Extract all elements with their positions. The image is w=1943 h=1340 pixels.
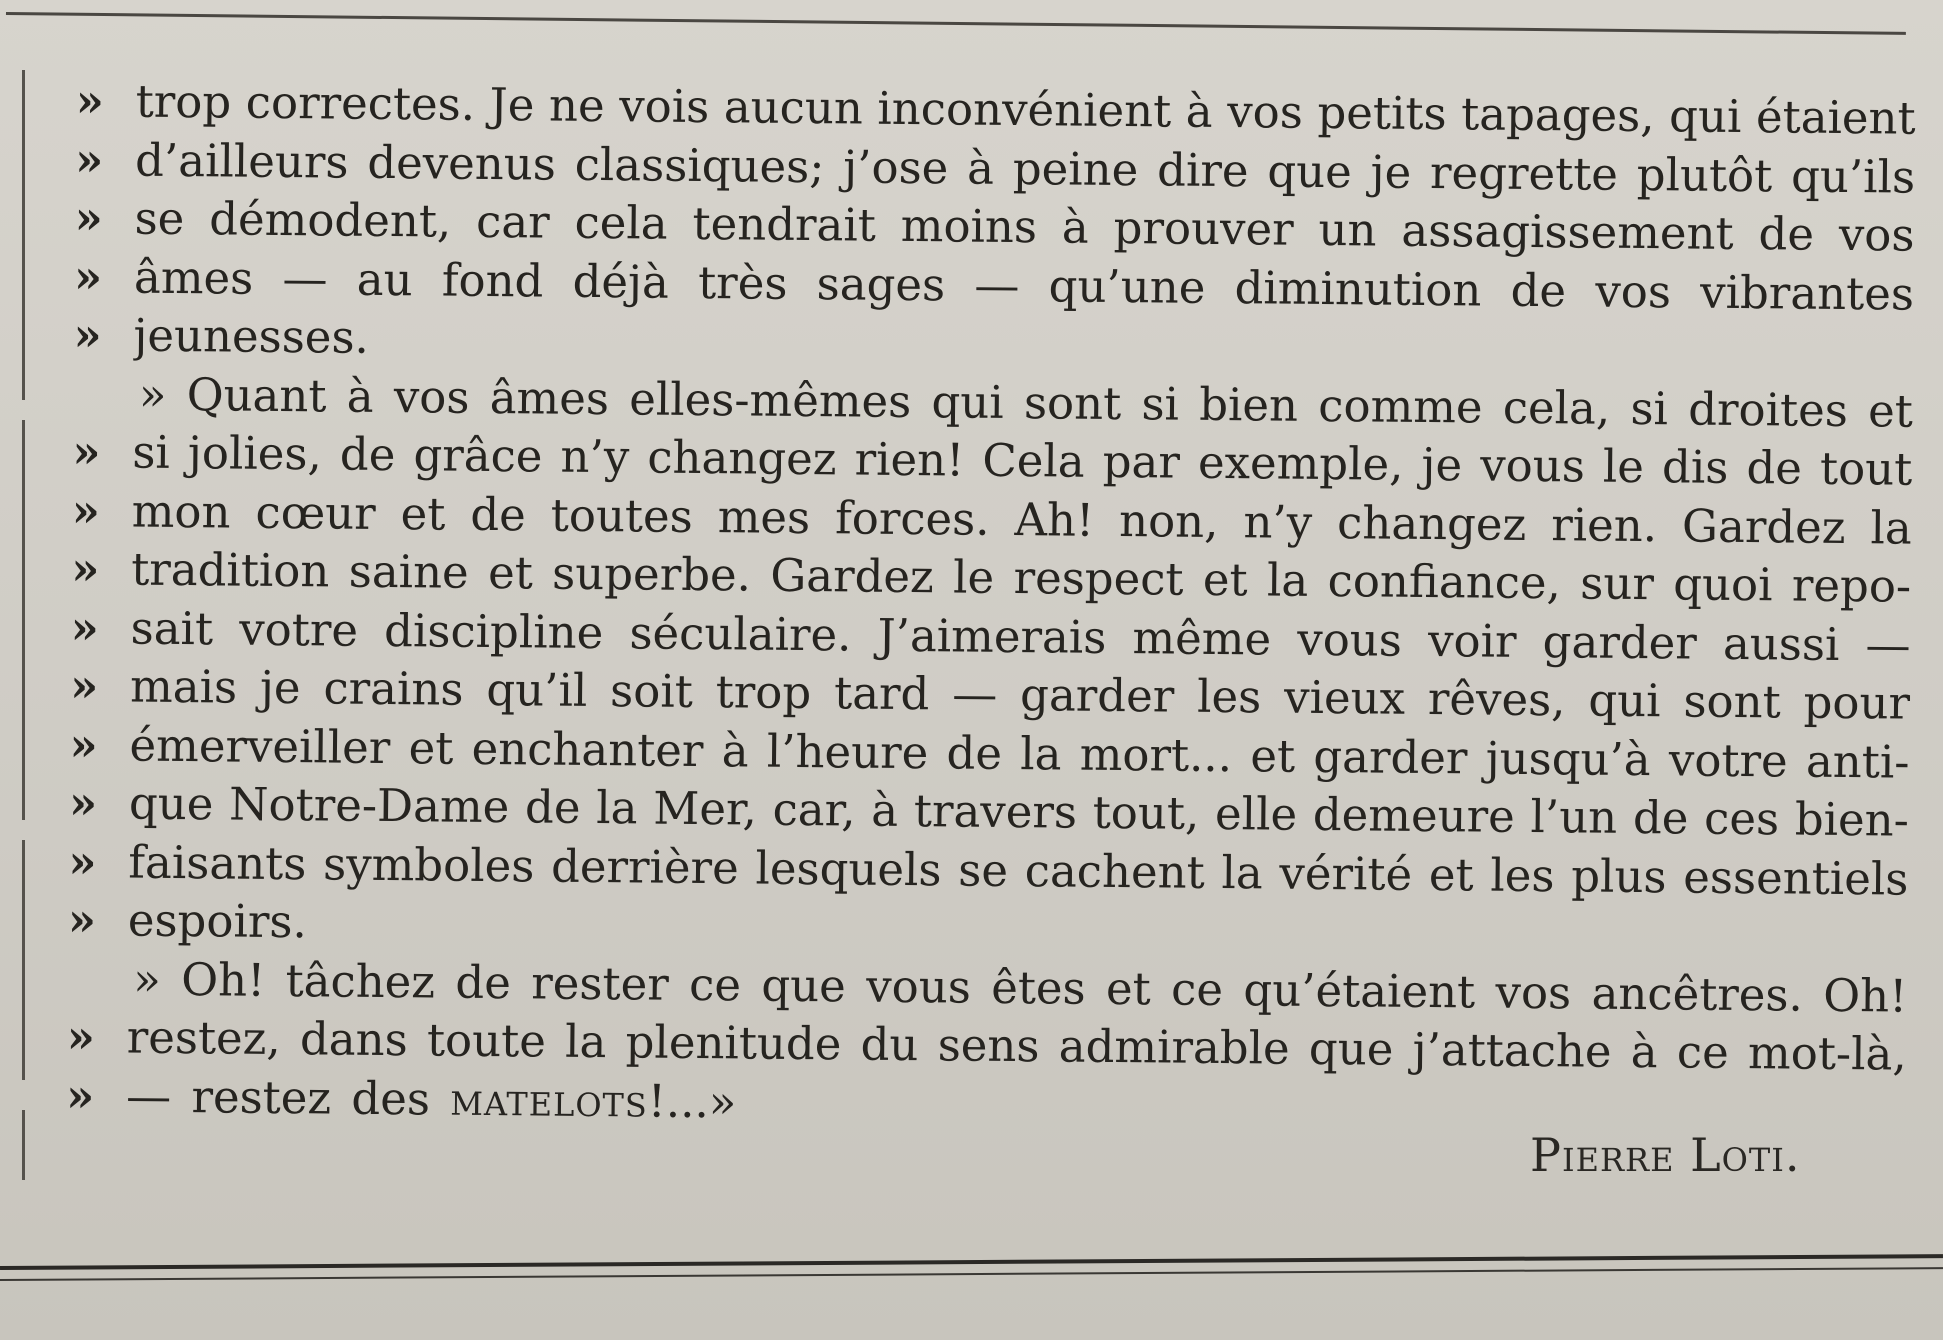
margin-line xyxy=(22,840,25,1080)
quote-mark: » xyxy=(73,249,103,303)
line-text: espoirs. xyxy=(127,893,308,949)
line-text: si jolies, de grâce n’y changez rien! Cela par exemple, je vous le dis de tout xyxy=(132,425,1913,496)
quote-mark: » xyxy=(75,73,105,128)
bottom-rule xyxy=(0,1267,1943,1281)
margin-line xyxy=(22,1110,25,1180)
line-text: » Oh! tâchez de rester ce que vous êtes et ce qu’étaient vos ancêtres. Oh! xyxy=(133,952,1908,1023)
quote-mark: » xyxy=(74,132,104,186)
line-text: trop correctes. Je ne vois aucun inconvénient à vos petits tapages, qui étaient xyxy=(135,74,1916,145)
quote-mark: » xyxy=(70,541,100,596)
bottom-rule xyxy=(0,1254,1943,1270)
quote-mark: » xyxy=(65,1068,95,1122)
line-text: restez, dans toute la plenitude du sens admirable que j’attache à ce mot-là, xyxy=(126,1010,1907,1081)
line-text: sait votre discipline séculaire. J’aimerais même vous voir garder aussi — xyxy=(130,601,1911,672)
quote-mark: » xyxy=(74,190,103,245)
emphasized-word: matelots xyxy=(450,1072,649,1128)
author-signature: Pierre Loti. xyxy=(1530,1128,1801,1182)
letter-text xyxy=(66,72,1916,1143)
quote-mark: » xyxy=(73,307,102,362)
quote-mark: » xyxy=(68,834,97,888)
quote-mark: » xyxy=(71,483,101,537)
quote-mark: » xyxy=(72,424,101,479)
quote-mark: » xyxy=(68,775,98,830)
quote-mark: » xyxy=(66,1009,96,1064)
quote-mark: » xyxy=(70,600,100,654)
line-text-tail: !...» xyxy=(647,1074,737,1128)
line-text: se démodent, car cela tendrait moins à prouver un assagissement de vos xyxy=(134,191,1915,262)
margin-line xyxy=(22,70,25,400)
line-text: d’ailleurs devenus classiques; j’ose à peine dire que je regrette plutôt qu’ils xyxy=(134,133,1916,204)
line-text: âmes — au fond déjà très sages — qu’une diminution de vos vibrantes xyxy=(133,250,1915,321)
quote-mark: » xyxy=(67,892,97,947)
line-text: mais je crains qu’il soit trop tard — garder les vieux rêves, qui sont pour xyxy=(129,659,1911,730)
line-text: que Notre-Dame de la Mer, car, à travers tout, elle demeure l’un de ces bien- xyxy=(128,776,1910,847)
line-text: » Quant à vos âmes elles-mêmes qui sont si bien comme cela, si droites et xyxy=(138,367,1914,438)
line-text: jeunesses. xyxy=(133,308,370,364)
top-rule xyxy=(6,12,1906,35)
line-text: mon cœur et de toutes mes forces. Ah! non, n’y changez rien. Gardez la xyxy=(131,484,1912,555)
margin-line xyxy=(22,420,25,820)
line-text: faisants symboles derrière lesquels se cachent la vérité et les plus essentiels xyxy=(128,835,1909,906)
line-text: émerveiller et enchanter à l’heure de la mort... et garder jusqu’à votre anti- xyxy=(129,718,1910,789)
line-text-lead: — restez des xyxy=(125,1069,451,1126)
quote-mark: » xyxy=(69,717,98,771)
quote-mark: » xyxy=(69,658,99,713)
line-text: tradition saine et superbe. Gardez le respect et la confiance, sur quoi repo- xyxy=(130,542,1912,613)
